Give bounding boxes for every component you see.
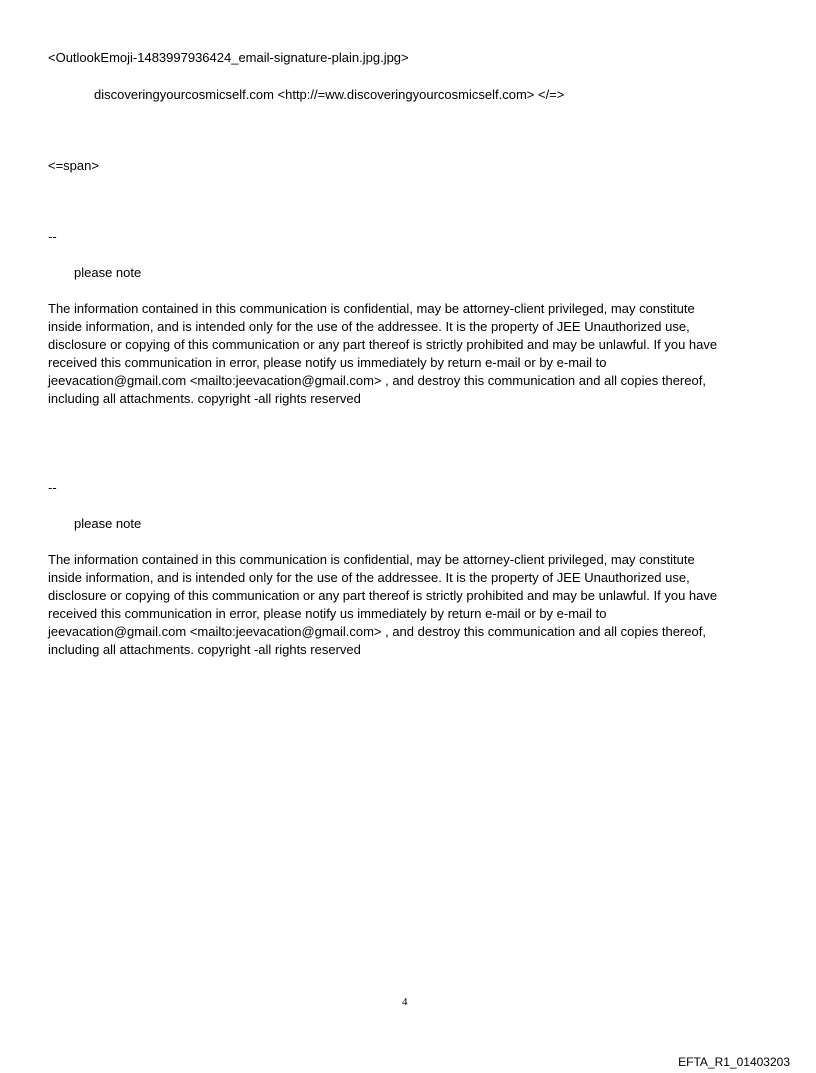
separator: -- [48,229,57,244]
page-number: 4 [402,996,408,1008]
signature-image-placeholder: <OutlookEmoji-1483997936424_email-signature-plain.jpg.jpg> [48,50,409,65]
disclaimer-body: The information contained in this communication is confidential, may be attorney-client privileged, may constitute inside information, and is intended only for the use of the addressee. It is the property of JEE Unauthorized use, disclosure or copying of this communication or any part thereof is strictly prohibited and may be unlawful. If you have received this communication in error, please notify us immediately by return e-mail or by e-mail to jeevacation@gmail.com <mailto:jeevacation@gmail.com> , and destroy this communication and all copies thereof, including all attachments. copyright -all rights reserved [48,301,718,406]
separator: -- [48,480,57,495]
disclaimer-body: The information contained in this communication is confidential, may be attorney-client privileged, may constitute inside information, and is intended only for the use of the addressee. It is the property of JEE Unauthorized use, disclosure or copying of this communication or any part thereof is strictly prohibited and may be unlawful. If you have received this communication in error, please notify us immediately by return e-mail or by e-mail to jeevacation@gmail.com <mailto:jeevacation@gmail.com> , and destroy this communication and all copies thereof, including all attachments. copyright -all rights reserved [48,552,718,657]
document-id: EFTA_R1_01403203 [678,1055,790,1069]
disclaimer-heading: please note [74,516,142,531]
disclaimer-heading: please note [74,265,142,280]
span-artifact: <=span> [48,158,99,173]
website-line: discoveringyourcosmicself.com <http://=ww.discoveringyourcosmicself.com> </=> [94,87,565,102]
